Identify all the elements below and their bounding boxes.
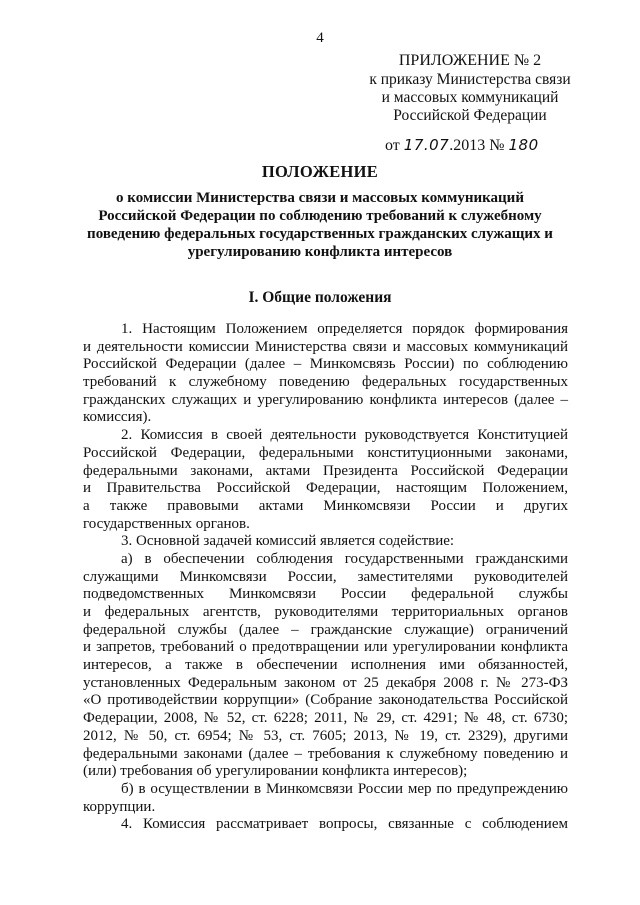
body-line: а) в обеспечении соблюдения государственными гражданскими [121,550,568,567]
body-text [83,321,568,834]
body-line: требований к служебному поведению федеральных государственных [83,374,568,391]
body-line: 3. Основной задачей комиссий является содействие: [121,533,455,550]
order-number-label: № [489,137,505,154]
body-line: 2. Комиссия в своей деятельности руководствуется Конституцией [121,427,568,444]
appendix-title: ПРИЛОЖЕНИЕ № 2 [398,52,542,69]
subtitle-line: о комиссии Министерства связи и массовых коммуникаций [116,190,524,206]
body-line: федеральными законами, актами Президента Российской Федерации [83,462,568,479]
body-line: установленных Федеральным законом от 25 декабря 2008 г. № 273-ФЗ [83,674,568,691]
body-line: коррупции. [83,798,156,815]
order-year: .2013 [449,137,486,154]
body-line: 1. Настоящим Положением определяется порядок формирования [121,321,568,337]
body-line: государственных органов. [83,515,250,532]
order-prefix: от [385,137,400,154]
subtitle-line: поведению федеральных государственных гражданских служащих и [87,226,553,242]
appendix-line: к приказу Министерства связи [369,71,571,88]
body-line: служащими Минкомсвязи России, заместителями руководителей [83,568,568,585]
appendix-block [345,52,595,125]
subtitle-line: урегулированию конфликта интересов [187,244,453,260]
body-line: и Правительства Российской Федерации, настоящим Положением, [83,480,568,497]
body-line: интересов, а также в обеспечении исполнения ими обязанностей, [83,657,568,674]
body-line: Российской Федерации (далее – Минкомсвязь России) по соблюдению [83,356,568,373]
body-line: 2012, № 50, ст. 6954; № 53, ст. 7605; 2013, № 19, ст. 2329), другими [83,727,568,744]
body-line: федеральной службы (далее – гражданские служащие) ограничений [83,621,568,638]
body-line: б) в осуществлении в Минкомсвязи России мер по предупреждению [121,780,568,797]
order-number-handwritten: 180 [508,136,539,154]
subtitle-line: Российской Федерации по соблюдению требований к служебному [98,208,542,224]
body-line: комиссия). [83,409,152,426]
appendix-line: Российской Федерации [393,107,547,124]
order-date-number [385,135,585,156]
body-line: и деятельности комиссии Министерства связи и массовых коммуникаций [83,338,568,355]
body-line: Российской Федерации, федеральными конституционными законами, [83,444,568,461]
order-date-handwritten: 17.07 [403,136,450,154]
section-title: I. Общие положения [248,289,392,306]
body-line: и федеральных агентств, руководителями территориальных органов [83,604,568,620]
body-line: (или) требования об урегулировании конфликта интересов); [83,763,468,780]
body-line: подведомственных Минкомсвязи России федеральной службы [83,586,568,603]
body-line: федеральными законами (далее – требования к служебному поведению и [83,745,568,762]
appendix-line: и массовых коммуникаций [381,89,559,106]
body-line: а также правовыми актами Минкомсвязи России и других [83,497,568,514]
document-subtitle [60,189,580,261]
body-line: гражданских служащих и урегулированию конфликта интересов (далее – [83,391,568,408]
body-line: «О противодействии коррупции» (Собрание законодательства Российской [83,692,568,709]
document-title: ПОЛОЖЕНИЕ [261,162,379,181]
page-number: 4 [316,30,324,46]
body-line: 4. Комиссия рассматривает вопросы, связанные с соблюдением [121,816,568,833]
body-line: Федерации, 2008, № 52, ст. 6228; 2011, № 29, ст. 4291; № 48, ст. 6730; [83,710,568,727]
body-line: и запретов, требований о предотвращении или урегулировании конфликта [83,639,568,656]
